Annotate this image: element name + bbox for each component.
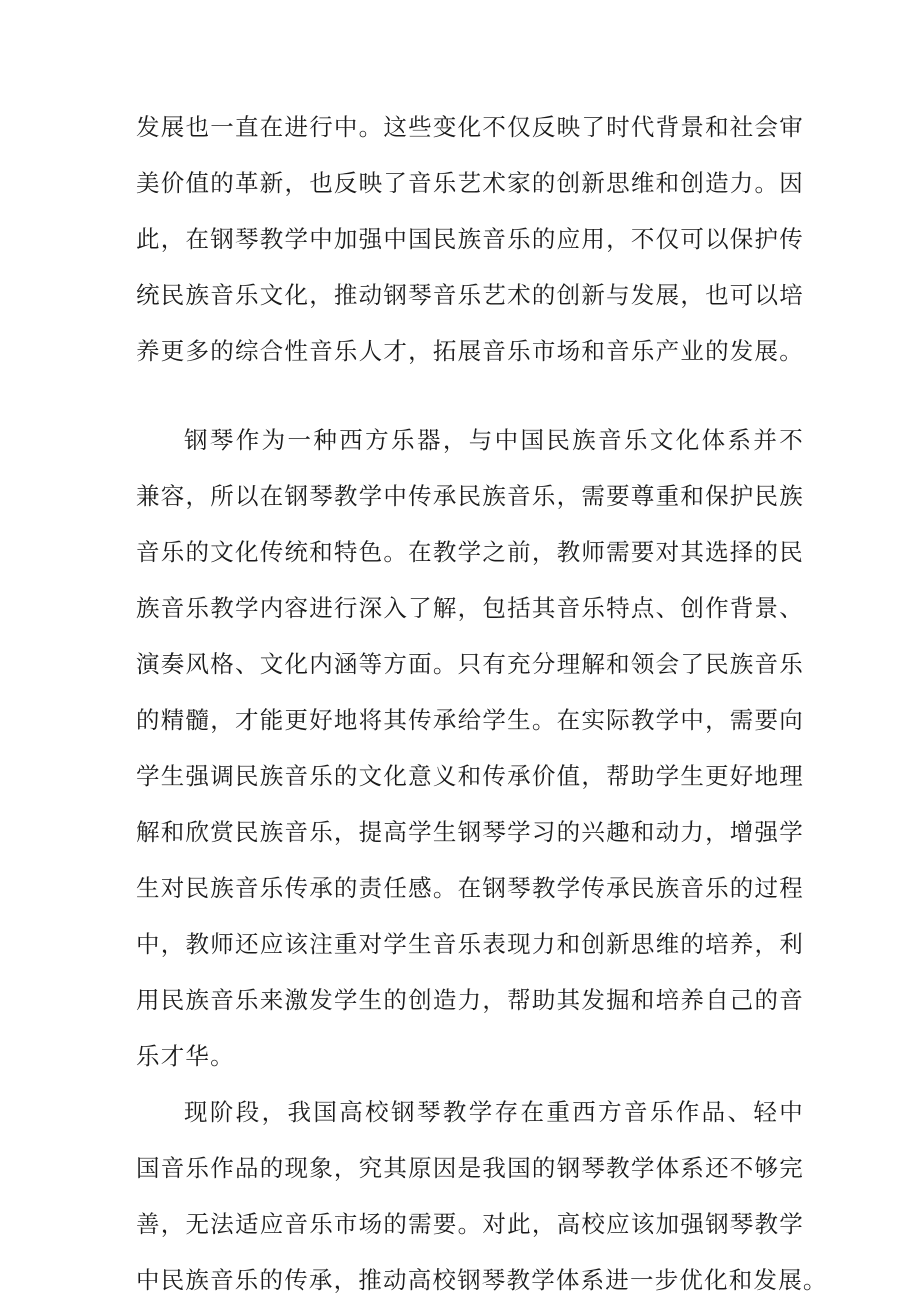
paragraph-2-line-8: 解和欣赏民族音乐，提高学生钢琴学习的兴趣和动力，增强学 bbox=[136, 818, 804, 846]
paragraph-2-line-11: 用民族音乐来激发学生的创造力，帮助其发掘和培养自己的音 bbox=[136, 986, 804, 1014]
paragraph-2-line-9: 生对民族音乐传承的责任感。在钢琴教学传承民族音乐的过程 bbox=[136, 874, 804, 902]
paragraph-1-line-1: 发展也一直在进行中。这些变化不仅反映了时代背景和社会审 bbox=[136, 113, 804, 141]
paragraph-3-line-4: 中民族音乐的传承，推动高校钢琴教学体系进一步优化和发展。 bbox=[136, 1266, 828, 1294]
paragraph-3-line-1: 现阶段，我国高校钢琴教学存在重西方音乐作品、轻中 bbox=[184, 1098, 804, 1126]
paragraph-2-line-1: 钢琴作为一种西方乐器，与中国民族音乐文化体系并不 bbox=[184, 426, 804, 454]
paragraph-2-line-12: 乐才华。 bbox=[136, 1042, 235, 1070]
paragraph-2-line-6: 的精髓，才能更好地将其传承给学生。在实际教学中，需要向 bbox=[136, 706, 804, 734]
paragraph-1-line-3: 此，在钢琴教学中加强中国民族音乐的应用，不仅可以保护传 bbox=[136, 225, 804, 253]
paragraph-1-line-5: 养更多的综合性音乐人才，拓展音乐市场和音乐产业的发展。 bbox=[136, 337, 804, 365]
paragraph-2-line-5: 演奏风格、文化内涵等方面。只有充分理解和领会了民族音乐 bbox=[136, 650, 804, 678]
paragraph-1-line-2: 美价值的革新，也反映了音乐艺术家的创新思维和创造力。因 bbox=[136, 169, 804, 197]
paragraph-1-line-4: 统民族音乐文化，推动钢琴音乐艺术的创新与发展，也可以培 bbox=[136, 281, 804, 309]
paragraph-3-line-3: 善，无法适应音乐市场的需要。对此，高校应该加强钢琴教学 bbox=[136, 1210, 804, 1238]
paragraph-2-line-7: 学生强调民族音乐的文化意义和传承价值，帮助学生更好地理 bbox=[136, 762, 804, 790]
paragraph-2-line-2: 兼容，所以在钢琴教学中传承民族音乐，需要尊重和保护民族 bbox=[136, 482, 804, 510]
paragraph-2-line-10: 中，教师还应该注重对学生音乐表现力和创新思维的培养，利 bbox=[136, 930, 804, 958]
paragraph-2-line-3: 音乐的文化传统和特色。在教学之前，教师需要对其选择的民 bbox=[136, 538, 804, 566]
paragraph-2-line-4: 族音乐教学内容进行深入了解，包括其音乐特点、创作背景、 bbox=[136, 594, 804, 622]
paragraph-3-line-2: 国音乐作品的现象，究其原因是我国的钢琴教学体系还不够完 bbox=[136, 1154, 804, 1182]
